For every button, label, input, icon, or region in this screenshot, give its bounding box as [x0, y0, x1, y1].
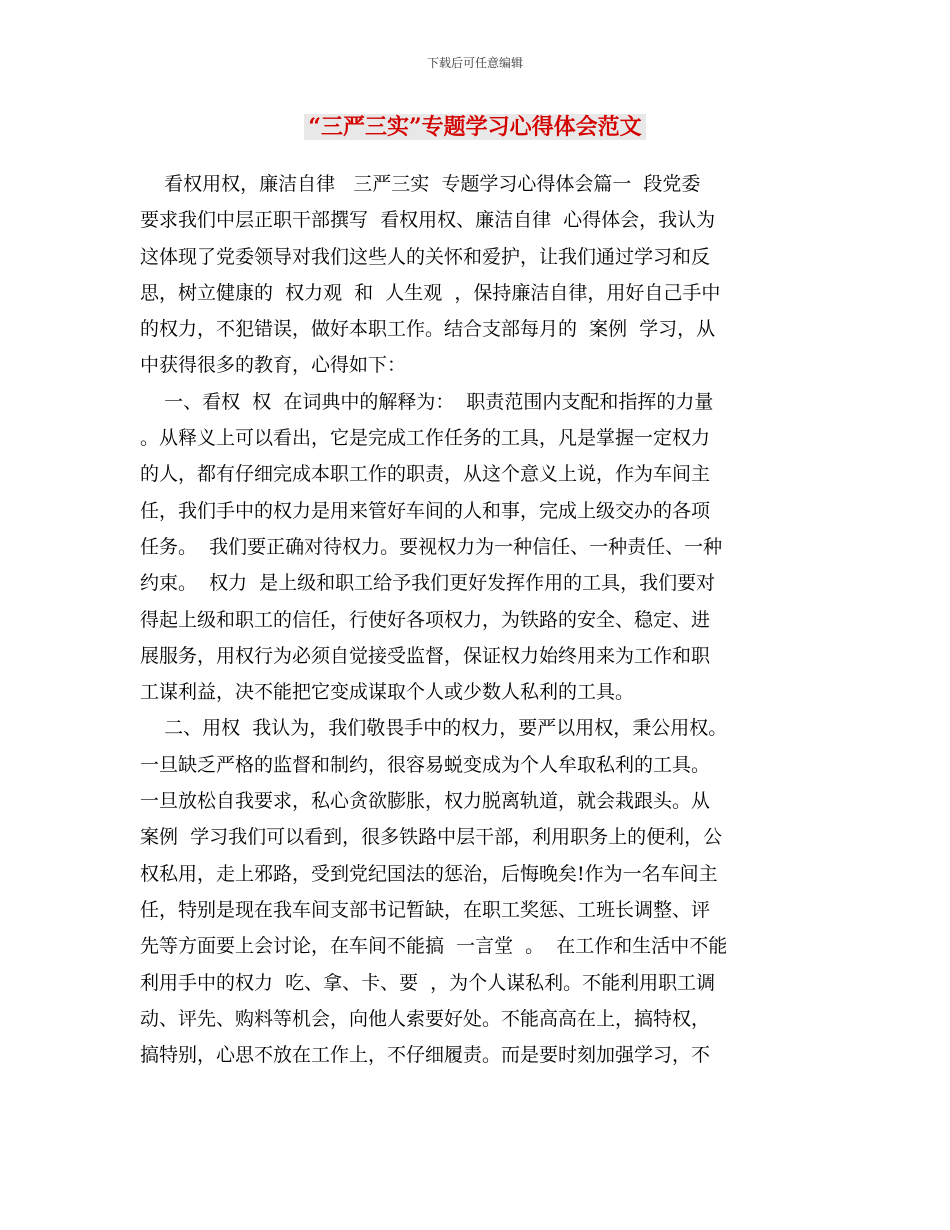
body-line: 一、看权 权 在词典中的解释为： 职责范围内支配和指挥的力量	[140, 390, 714, 413]
body-line: 展服务，用权行为必须自觉接受监督，保证权力始终用来为工作和职	[140, 644, 711, 667]
body-line: 。从释义上可以看出，它是完成工作任务的工具，凡是掌握一定权力	[140, 427, 711, 450]
body-line: 思，树立健康的 权力观 和 人生观 ，保持廉洁自律，用好自己手中	[140, 281, 721, 304]
body-line: 看权用权，廉洁自律 三严三实 专题学习心得体会篇一 段党委	[140, 173, 701, 195]
body-line: 得起上级和职工的信任，行使好各项权力，为铁路的安全、稳定、进	[140, 608, 711, 631]
body-line: 一旦缺乏严格的监督和制约，很容易蜕变成为个人牟取私利的工具。	[140, 753, 711, 776]
body-line: 约束。 权力 是上级和职工给予我们更好发挥作用的工具，我们要对	[140, 572, 716, 595]
body-line: 任，特别是现在我车间支部书记暂缺，在职工奖惩、工班长调整、评	[140, 898, 711, 921]
body-line: 权私用，走上邪路，受到党纪国法的惩治，后悔晚矣!作为一名车间主	[140, 862, 718, 885]
document-body	[140, 166, 820, 1073]
body-line: 的人，都有仔细完成本职工作的职责，从这个意义上说，作为车间主	[140, 463, 711, 486]
body-line: 动、评先、购料等机会，向他人索要好处。不能高高在上，搞特权，	[140, 1007, 711, 1030]
body-line: 搞特别，心思不放在工作上，不仔细履责。而是要时刻加强学习，不	[140, 1044, 711, 1067]
body-line: 的权力，不犯错误，做好本职工作。结合支部每月的 案例 学习，从	[140, 318, 716, 341]
body-line: 一旦放松自我要求，私心贪欲膨胀，权力脱离轨道，就会栽跟头。从	[140, 790, 711, 813]
body-line: 任，我们手中的权力是用来管好车间的人和事，完成上级交办的各项	[140, 499, 711, 522]
body-line: 二、用权 我认为，我们敬畏手中的权力，要严以用权，秉公用权。	[140, 717, 728, 740]
body-line: 先等方面要上会讨论，在车间不能搞 一言堂 。 在工作和生活中不能	[140, 935, 728, 958]
document-title	[0, 112, 950, 142]
download-note: 下载后可任意编辑	[426, 56, 523, 70]
body-line: 要求我们中层正职干部撰写 看权用权、廉洁自律 心得体会，我认为	[140, 209, 716, 232]
document-title-text: “三严三实”专题学习心得体会范文	[304, 114, 645, 140]
body-line: 这体现了党委领导对我们这些人的关怀和爱护，让我们通过学习和反	[140, 245, 711, 268]
body-line: 中获得很多的教育，心得如下：	[140, 354, 407, 377]
body-line: 工谋利益，决不能把它变成谋取个人或少数人私利的工具。	[140, 681, 635, 704]
body-line: 利用手中的权力 吃、拿、卡、要 ，为个人谋私利。不能利用职工调	[140, 971, 716, 994]
body-line: 任务。 我们要正确对待权力。要视权力为一种信任、一种责任、一种	[140, 535, 723, 558]
body-line: 案例 学习我们可以看到，很多铁路中层干部，利用职务上的便利，公	[140, 826, 723, 849]
